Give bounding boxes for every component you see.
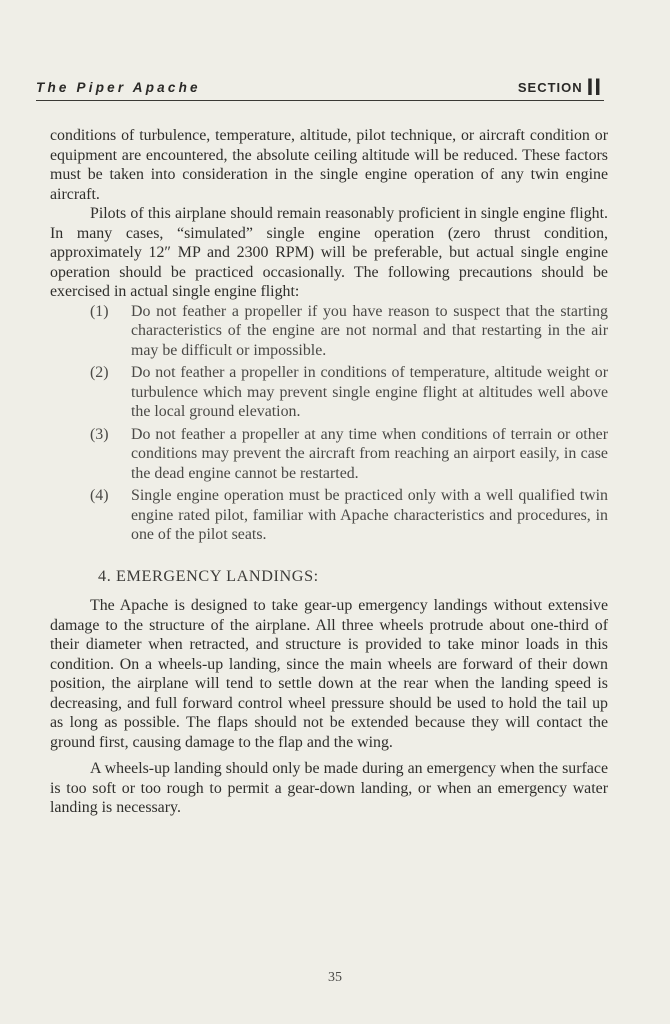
- paragraph-gear-up: The Apache is designed to take gear-up emergency landings without extensive damage to the structure of the airplane. All three wheels protrude about one-third of their diameter when retracted, and structure is provided to take minor loads in this condition. On a wheels-up landing, since the main wheels are forward of their down position, the airplane will tend to settle down at the rear when the landing speed is decreasing, and full forward control wheel pressure should be used to hold the tail up as long as possible. The flaps should not be extended because they will contact the ground first, causing damage to the flap and the wing.: [50, 597, 608, 751]
- list-item-number: (3): [90, 425, 109, 443]
- list-item-number: (4): [90, 487, 109, 504]
- list-item-text: Do not feather a propeller if you have reason to suspect that the starting characteristics of the engine are not normal and that restarting in the air may be difficult or impossible.: [131, 302, 608, 359]
- precautions-list: [50, 302, 608, 545]
- list-item: [50, 425, 608, 484]
- list-item-text: Single engine operation must be practiced only with a well qualified twin engine rated pilot, familiar with Apache characteristics and procedures, in one of the pilot seats.: [131, 487, 608, 543]
- list-item-text: Do not feather a propeller in conditions of temperature, altitude weight or turbulence which may prevent single engine flight at altitudes well above the local ground elevation.: [131, 364, 608, 420]
- page-number: 35: [328, 970, 342, 985]
- page-body: [50, 126, 608, 818]
- running-header: [36, 76, 604, 101]
- list-item-text: Do not feather a propeller at any time when conditions of terrain or other conditions may prevent the aircraft from reaching an airport easily, in case the dead engine cannot be restarted.: [131, 425, 608, 482]
- section-heading: 4. EMERGENCY LANDINGS:: [98, 566, 319, 585]
- list-item: [50, 486, 608, 545]
- paragraph-proficiency: Pilots of this airplane should remain reasonably proficient in single engine flight. In many cases, “simulated” single engine operation (zero thrust condition, approximately 12″ MP and 2300 RPM) will be preferable, but actual single engine operation should be practiced occasionally. The following precautions should be exercised in actual single engine flight:: [50, 205, 608, 300]
- list-item-number: (2): [90, 364, 109, 381]
- list-item-number: (1): [90, 302, 109, 320]
- paragraph-wheels-up: A wheels-up landing should only be made during an emergency when the surface is too soft or too rough to permit a gear-down landing, or when an emergency water landing is necessary.: [50, 760, 608, 816]
- list-item: [50, 302, 608, 361]
- section-label: SECTION: [517, 80, 583, 95]
- section-number: II: [586, 74, 602, 101]
- book-title: The Piper Apache: [36, 80, 201, 95]
- list-item: [50, 363, 608, 422]
- section-indicator: [518, 74, 602, 102]
- paragraph-continued: conditions of turbulence, temperature, altitude, pilot technique, or aircraft condition or equipment are encountered, the absolute ceiling altitude will be reduced. These factors must be taken into consideration in the single engine operation of any twin engine aircraft.: [50, 127, 608, 203]
